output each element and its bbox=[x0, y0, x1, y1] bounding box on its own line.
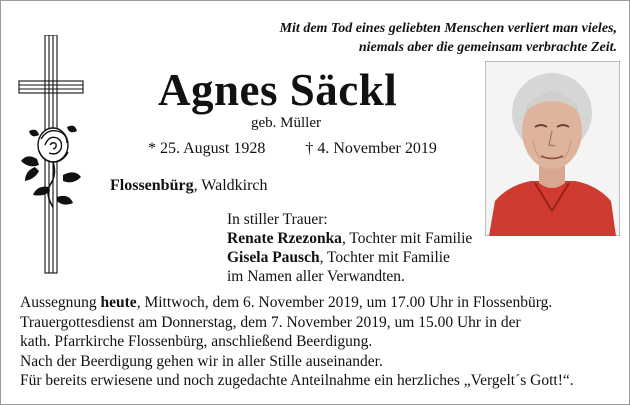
service-line-3: kath. Pfarrkirche Flossenbürg, anschließend Beerdigung. bbox=[20, 333, 373, 351]
portrait-photo bbox=[485, 61, 620, 236]
service-line-1-end: , Mittwoch, dem 6. November 2019, um 17.00 Uhr in Flossenbürg. bbox=[136, 294, 553, 311]
service-line-2: Trauergottesdienst am Donnerstag, dem 7. November 2019, um 15.00 Uhr in der bbox=[20, 313, 521, 331]
born-name: geb. Müller bbox=[251, 115, 321, 131]
mourner-2-relation: , Tochter mit Familie bbox=[319, 249, 450, 266]
service-line-1-start: Aussegnung bbox=[20, 294, 101, 311]
life-dates bbox=[148, 140, 437, 158]
mourner-2-name: Gisela Pausch bbox=[227, 249, 320, 266]
rose-icon bbox=[21, 126, 81, 207]
mourner-1-name: Renate Rzezonka bbox=[227, 230, 342, 247]
place-rest: , Waldkirch bbox=[193, 177, 268, 194]
mourner-2 bbox=[227, 248, 472, 267]
place-bold: Flossenbürg bbox=[110, 177, 194, 194]
death-symbol: † bbox=[305, 140, 314, 157]
birth-symbol: * bbox=[148, 140, 156, 157]
service-line-1-bold: heute bbox=[100, 294, 137, 311]
mourning-heading: In stiller Trauer: bbox=[227, 211, 328, 228]
service-line-1 bbox=[20, 293, 574, 313]
mourning-closing: im Namen aller Verwandten. bbox=[227, 268, 405, 285]
mourner-1-relation: , Tochter mit Familie bbox=[341, 230, 473, 247]
death-date: 4. November 2019 bbox=[317, 140, 437, 157]
cross-with-rose-icon bbox=[17, 35, 97, 275]
service-text bbox=[20, 293, 574, 391]
mourning-block bbox=[227, 210, 472, 286]
motto-line-1: Mit dem Tod eines geliebten Menschen verliert man vieles, bbox=[279, 21, 617, 36]
service-line-4: Nach der Beerdigung gehen wir in aller Stille auseinander. bbox=[20, 352, 383, 370]
motto-line-2: niemals aber die gemeinsam verbrachte Zeit. bbox=[358, 40, 617, 55]
deceased-name: Agnes Säckl bbox=[158, 65, 398, 115]
motto bbox=[280, 19, 617, 57]
birth-date: 25. August 1928 bbox=[160, 140, 266, 157]
place bbox=[110, 177, 268, 195]
mourner-1 bbox=[227, 229, 472, 248]
service-line-5: Für bereits erwiesene und noch zugedachte Anteilnahme ein herzliches „Vergelt´s Gott!“. bbox=[20, 372, 574, 390]
